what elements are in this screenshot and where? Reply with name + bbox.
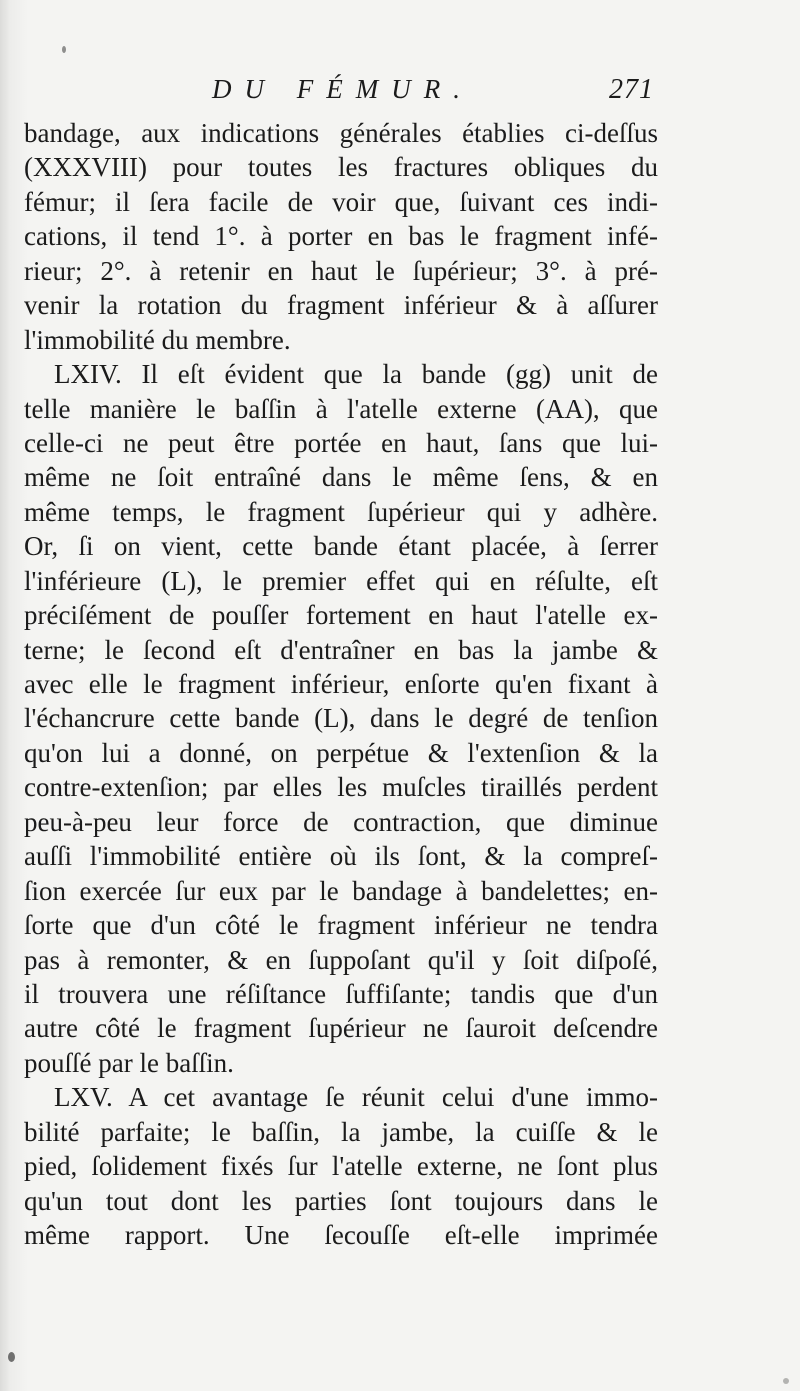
text-line: avec elle le fragment inférieur, enſorte qu'en fixant à [24, 669, 658, 699]
ink-speck [62, 46, 66, 53]
text-line: pas à remonter, & en ſuppoſant qu'il y ſoit diſpoſé, [24, 944, 658, 975]
text-line: même temps, le fragment ſupérieur qui y adhère. [24, 496, 658, 527]
text-line: il trouvera une réſiſtance ſuffiſante; tandis que d'un [24, 978, 658, 1009]
text-line: ſion exercée ſur eux par le bandage à bandelettes; en- [24, 875, 658, 906]
text-line: ſorte que d'un côté le fragment inférieur ne tendra [24, 910, 658, 941]
running-head [0, 74, 800, 114]
text-line: l'immobilité du membre. [24, 324, 291, 355]
text-line: venir la rotation du fragment inférieur & à aſſurer [24, 290, 658, 321]
text-line: celle-ci ne peut être portée en haut, ſans que lui- [24, 427, 658, 458]
text-line: même rapport. Une ſecouſſe eſt-elle imprimée [24, 1220, 658, 1250]
text-line: fémur; il ſera facile de voir que, ſuivant ces indi- [24, 186, 658, 217]
ink-speck [8, 1352, 15, 1362]
text-line: l'échancrure cette bande (L), dans le degré de tenſion [24, 703, 658, 734]
text-line: pied, ſolidement fixés ſur l'atelle externe, ne ſont plus [24, 1151, 658, 1182]
text-line: préciſément de pouſſer fortement en haut l'atelle ex- [24, 600, 658, 631]
ink-speck [783, 1378, 789, 1384]
text-line: l'inférieure (L), le premier effet qui en réſulte, eſt [24, 565, 658, 596]
text-line: contre-extenſion; par elles les muſcles tiraillés perdent [24, 772, 658, 803]
text-line: Or, ſi on vient, cette bande étant placée, à ſerrer [24, 531, 658, 562]
text-line: même ne ſoit entraîné dans le même ſens, & en [24, 462, 658, 493]
text-line: peu-à-peu leur force de contraction, que diminue [24, 806, 658, 837]
text-line: (XXXVIII) pour toutes les fractures obliques du [24, 152, 658, 183]
text-line: pouſſé par le baſſin. [24, 1047, 234, 1078]
text-line: auſſi l'immobilité entière où ils ſont, & la compreſ- [24, 841, 658, 872]
text-line: telle manière le baſſin à l'atelle externe (AA), que [24, 393, 658, 424]
text-line: qu'on lui a donné, on perpétue & l'extenſion & la [24, 737, 658, 768]
page-number: 271 [609, 74, 654, 105]
running-title: DU FÉMUR. [212, 74, 473, 104]
section-heading-line: LXV. A cet avantage ſe réunit celui d'une immo- [54, 1082, 658, 1113]
section-heading-line: LXIV. Il eſt évident que la bande (gg) unit de [54, 359, 658, 390]
text-line: cations, il tend 1°. à porter en bas le fragment infé- [24, 221, 658, 252]
body-text [24, 116, 658, 1252]
text-line: bandage, aux indications générales établies ci-deſſus [24, 118, 658, 148]
text-line: autre côté le fragment ſupérieur ne ſauroit deſcendre [24, 1013, 658, 1044]
text-line: terne; le ſecond eſt d'entraîner en bas la jambe & [24, 634, 658, 665]
text-line: bilité parfaite; le baſſin, la jambe, la cuiſſe & le [24, 1116, 658, 1147]
text-line: qu'un tout dont les parties ſont toujours dans le [24, 1185, 658, 1216]
text-line: rieur; 2°. à retenir en haut le ſupérieur; 3°. à pré- [24, 255, 658, 286]
